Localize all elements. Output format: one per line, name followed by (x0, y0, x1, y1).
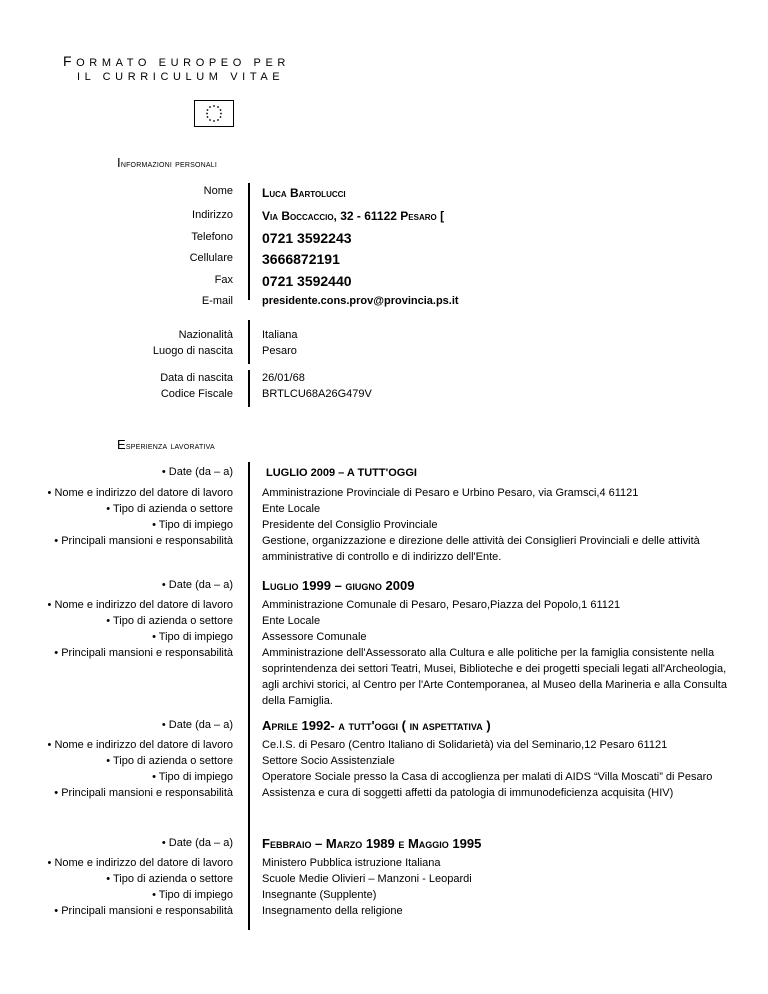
nazionalita-label: Nazionalità (178, 329, 233, 341)
job1-details: Amministrazione Provinciale di Pesaro e Urbino Pesaro, via Gramsci,4 61121 Ente Locale Presidente del Consiglio Provinciale Gestione, organizzazione e direzione delle attività dei Consiglieri Provinciali e delle attività amministrative di controllo e di indirizzo dell'Ente. (262, 487, 700, 563)
codice-fiscale-label: Codice Fiscale (160, 388, 233, 400)
email-value[interactable]: presidente.cons.prov@provincia.ps.it (262, 295, 459, 307)
indirizzo-label: Indirizzo (192, 209, 233, 221)
job4-details: Ministero Pubblica istruzione Italiana Scuole Medie Olivieri – Manzoni - Leopardi Insegnante (Supplente) Insegnamento della religione (262, 857, 472, 917)
job1-labels: • Nome e indirizzo del datore di lavoro • Tipo di azienda o settore • Tipo di impiego • Principali mansioni e responsabilità (47, 487, 233, 547)
job2-date-label: • Date (da – a) (161, 579, 233, 591)
email-label: E-mail (201, 295, 233, 307)
job4-date-label: • Date (da – a) (161, 837, 233, 849)
job3-dates: Aprile 1992- a tutt'oggi ( in aspettativa ) (262, 718, 491, 733)
divider-line (248, 370, 250, 407)
job1-dates: LUGLIO 2009 – A TUTT'OGGI (266, 467, 417, 479)
data-nascita-label: Data di nascita (160, 372, 233, 384)
cv-title-line1: FORMATO EUROPEO PER (63, 53, 290, 69)
job3-labels: • Nome e indirizzo del datore di lavoro • Tipo di azienda o settore • Tipo di impiego • Principali mansioni e responsabilità (47, 739, 233, 799)
cv-title-line2: IL CURRICULUM VITAE (77, 71, 285, 83)
nome-label: Nome (203, 185, 233, 197)
nome-value: Luca Bartolucci (262, 186, 346, 200)
job3-date-label: • Date (da – a) (161, 719, 233, 731)
telefono-label: Telefono (191, 231, 233, 243)
cellulare-label: Cellulare (189, 252, 233, 264)
job2-details: Amministrazione Comunale di Pesaro, Pesaro,Piazza del Popolo,1 61121 Ente Locale Assessore Comunale Amministrazione dell'Assessorato alla Cultura e alle politiche per la famiglia consistente nella soprintendenza dei settori Teatri, Musei, Biblioteche e dei progetti speciali legati all'Archeologia, agli archivi storici, al Centro per l'Arte Contemporanea, al Museo della Marineria e alla Consulta della Famiglia. (262, 599, 727, 707)
luogo-label: Luogo di nascita (152, 345, 233, 357)
indirizzo-value: Via Boccaccio, 32 - 61122 Pesaro [ (262, 209, 445, 223)
section-work-experience: Esperienza lavorativa (117, 437, 215, 452)
job4-dates: Febbraio – Marzo 1989 e Maggio 1995 (262, 836, 482, 851)
job1-date-label: • Date (da – a) (161, 466, 233, 478)
telefono-value: 0721 3592243 (262, 230, 352, 246)
divider-line (248, 320, 250, 364)
fax-label: Fax (214, 274, 233, 286)
job3-details: Ce.I.S. di Pesaro (Centro Italiano di Solidarietà) via del Seminario,12 Pesaro 61121 Settore Socio Assistenziale Operatore Sociale presso la Casa di accoglienza per malati di AIDS “Villa Moscati” di Pesaro Assistenza e cura di soggetti affetti da patologia di immunodeficienza acquisita (HIV) (262, 739, 713, 799)
job2-dates: Luglio 1999 – giugno 2009 (262, 578, 415, 593)
eu-flag-logo (194, 100, 234, 127)
divider-line (248, 183, 250, 300)
fax-value: 0721 3592440 (262, 273, 352, 289)
nazionalita-value: Italiana (262, 329, 298, 341)
job2-labels: • Nome e indirizzo del datore di lavoro • Tipo di azienda o settore • Tipo di impiego • Principali mansioni e responsabilità (47, 599, 233, 659)
data-nascita-value: 26/01/68 (262, 372, 305, 384)
luogo-value: Pesaro (262, 345, 297, 357)
cellulare-value: 3666872191 (262, 251, 340, 267)
section-personal-info: Informazioni personali (117, 155, 217, 170)
codice-fiscale-value: BRTLCU68A26G479V (262, 388, 372, 400)
job4-labels: • Nome e indirizzo del datore di lavoro • Tipo di azienda o settore • Tipo di impiego • Principali mansioni e responsabilità (47, 857, 233, 917)
divider-line (248, 462, 250, 930)
